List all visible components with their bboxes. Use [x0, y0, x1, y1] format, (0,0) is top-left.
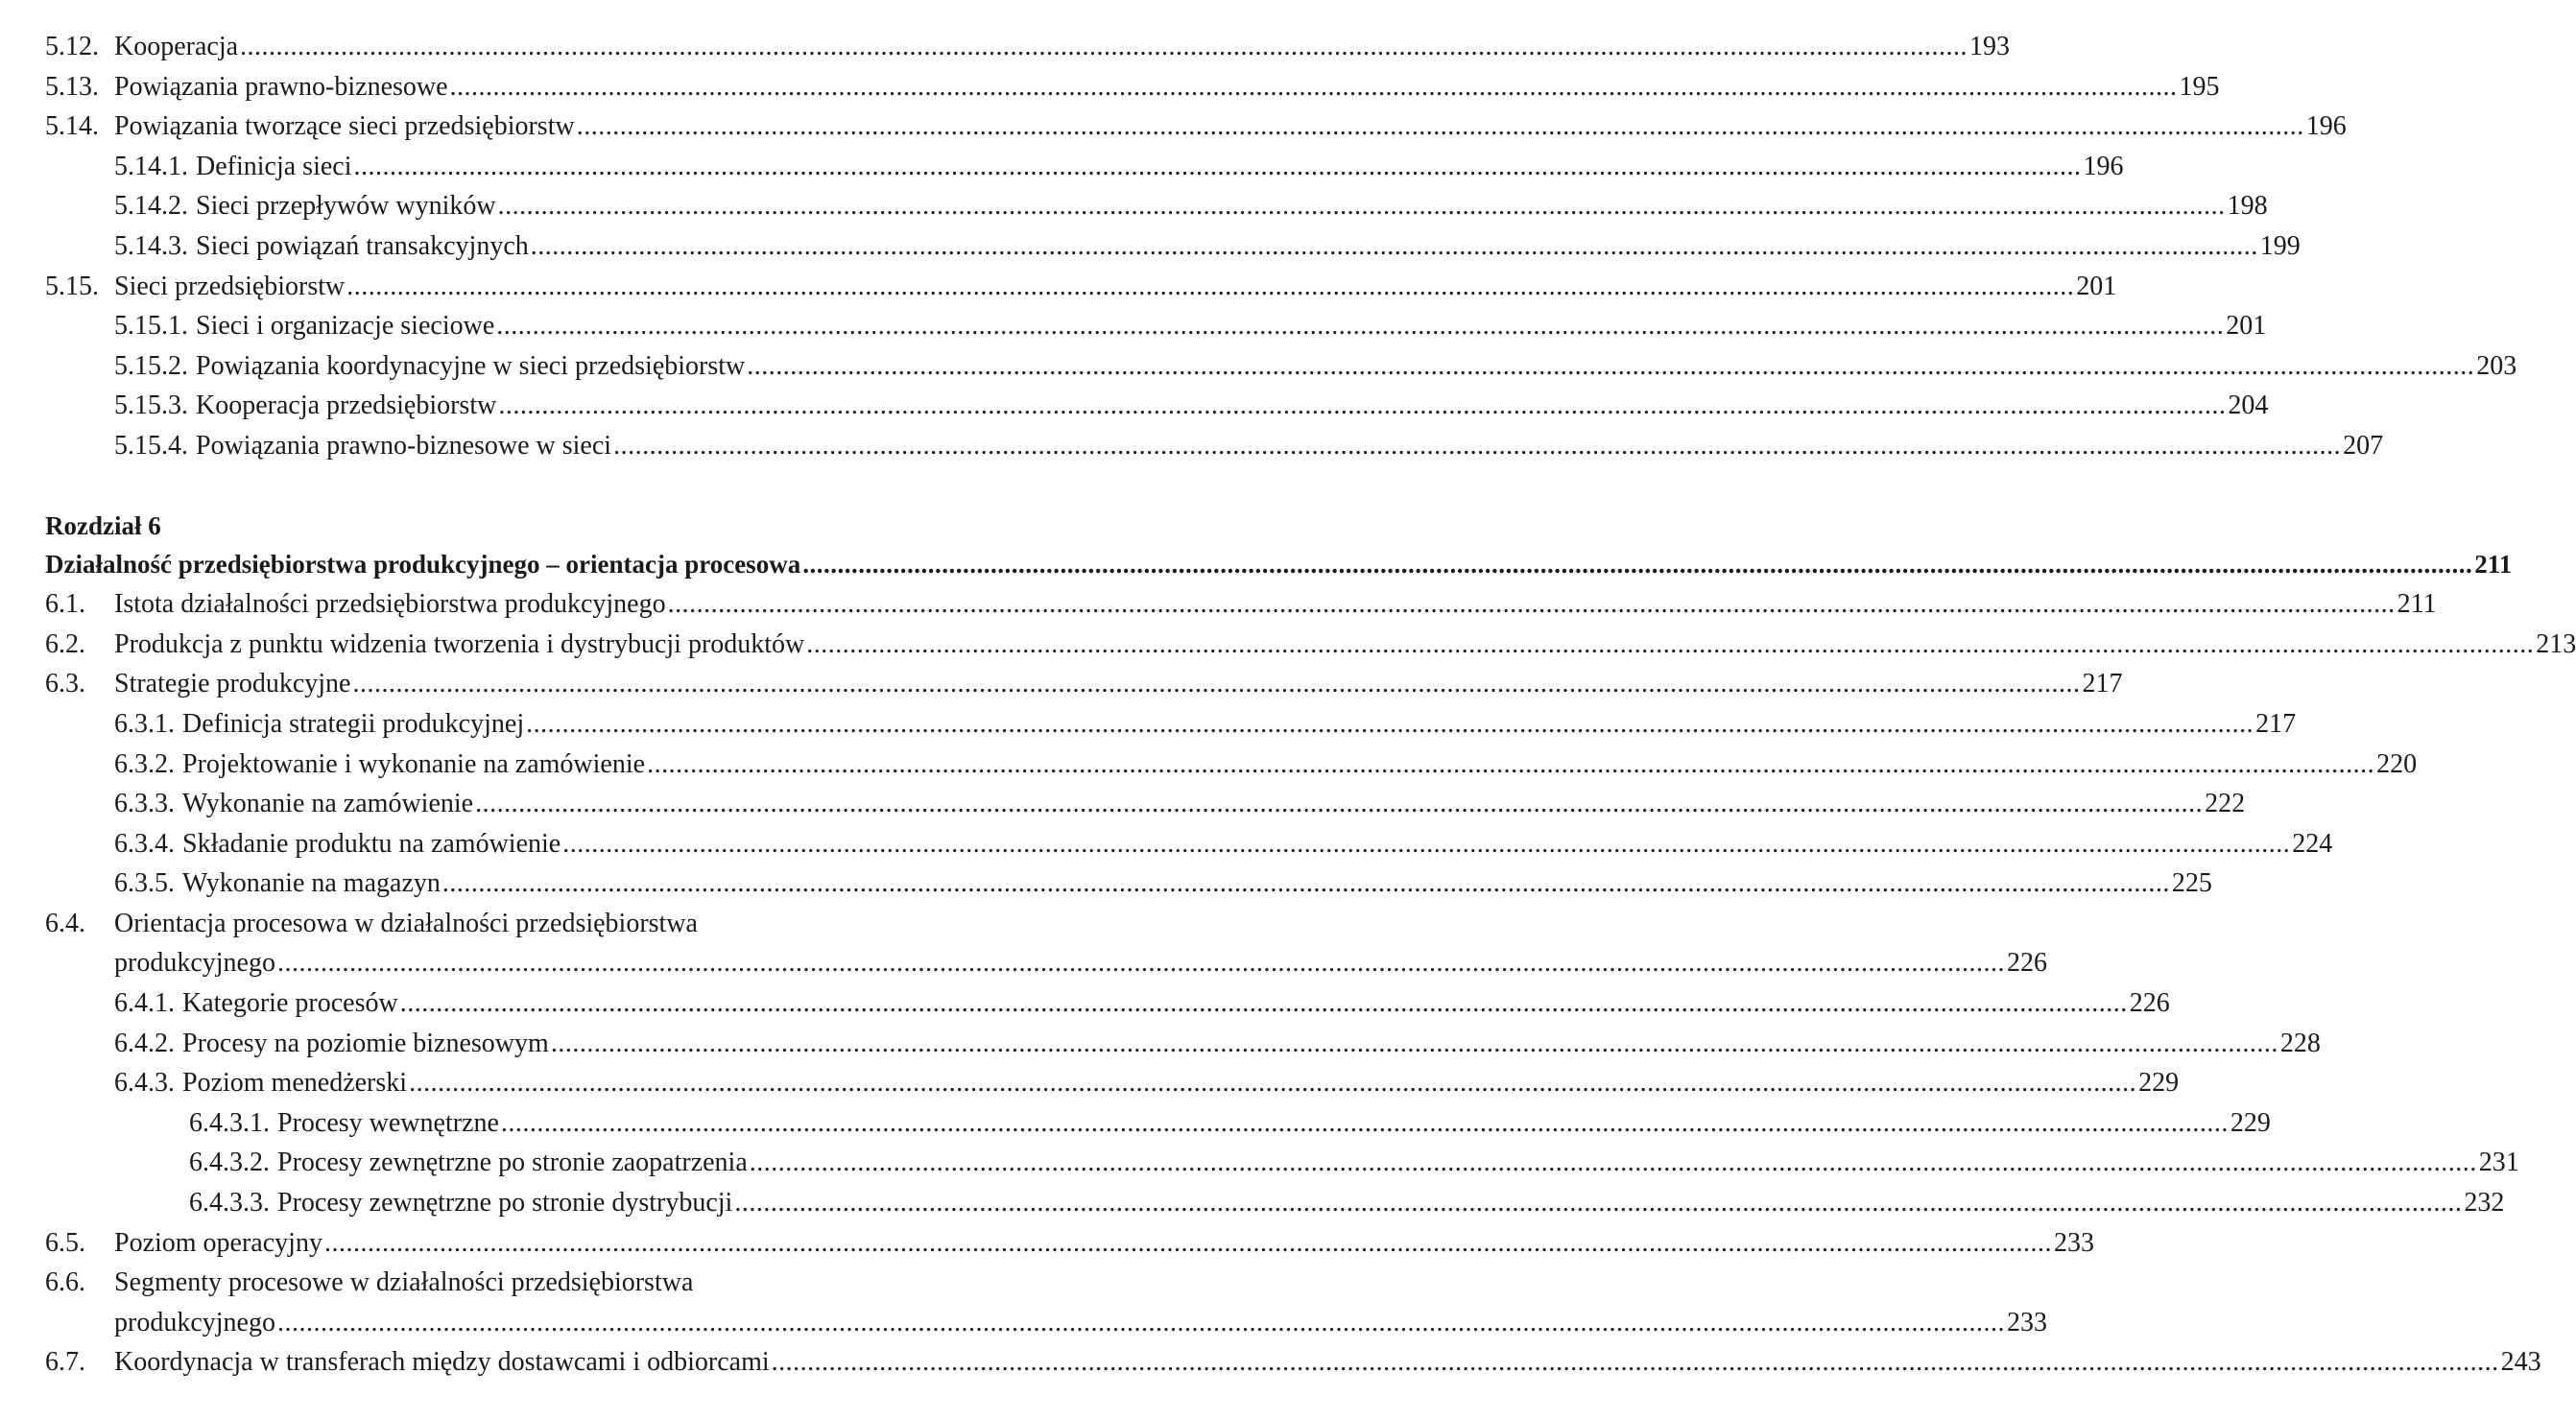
dot-leader: [450, 67, 2178, 107]
dot-leader: [772, 1342, 2499, 1383]
toc-entry-number: 6.3.2.: [114, 748, 175, 779]
toc-entry[interactable]: [45, 346, 2517, 387]
toc-entry[interactable]: [45, 386, 2269, 426]
toc-entry-page-number: 201: [2226, 311, 2267, 342]
toc-entry[interactable]: [45, 664, 2123, 704]
dot-leader: [747, 346, 2474, 387]
toc-entry[interactable]: [45, 983, 2170, 1024]
toc-entry-number: 6.3.5.: [114, 868, 175, 899]
toc-entry-page-number: 201: [2076, 271, 2117, 301]
toc-entry-title: Powiązania koordynacyjne w sieci przedsiębiorstw: [196, 350, 746, 381]
toc-entry-title: Sieci przepływów wyników: [196, 191, 496, 222]
dot-leader: [475, 784, 2203, 824]
toc-entry-title: Poziom operacyjny: [114, 1227, 322, 1258]
toc-entry-title: Składanie produktu na zamówienie: [182, 828, 561, 859]
toc-entry-number: 6.2.: [45, 628, 85, 659]
dot-leader: [324, 1223, 2052, 1264]
toc-entry-number: 6.4.3.3.: [189, 1188, 270, 1219]
dot-leader: [802, 545, 2472, 585]
toc-entry-number: 6.7.: [45, 1347, 85, 1378]
toc-entry[interactable]: [45, 1183, 2505, 1223]
toc-entry-number: 6.3.3.: [114, 789, 175, 819]
toc-entry-title: Orientacja procesowa w działalności przedsiębiorstwa: [114, 908, 698, 938]
toc-entry-number: 5.15.4.: [114, 430, 188, 461]
dot-leader: [346, 267, 2074, 307]
toc-entry-number: 5.15.3.: [114, 390, 188, 421]
dot-leader: [277, 943, 2005, 983]
toc-entry-number: 5.15.2.: [114, 350, 188, 381]
toc-entry-number: 5.14.3.: [114, 230, 188, 261]
toc-entry-page-number: 222: [2205, 789, 2246, 819]
toc-entry[interactable]: [45, 745, 2418, 785]
toc-entry-number: 5.12.: [45, 32, 99, 61]
toc-entry-title: Kategorie procesów: [182, 988, 398, 1019]
toc-entry[interactable]: [45, 1103, 2271, 1144]
dot-leader: [442, 864, 2170, 904]
toc-entry-page-number: 196: [2083, 151, 2124, 181]
toc-entry-title: Kooperacja: [114, 32, 239, 61]
toc-entry-page-number: 211: [2397, 589, 2437, 620]
toc-entry-page-number: 217: [2255, 708, 2297, 739]
toc-entry-title: Poziom menedżerski: [182, 1068, 408, 1099]
toc-entry-number: 6.4.3.: [114, 1068, 175, 1099]
toc-entry[interactable]: [45, 426, 2384, 466]
dot-leader: [734, 1183, 2462, 1223]
toc-entry-number: 5.14.1.: [114, 151, 188, 181]
toc-entry[interactable]: [45, 1063, 2180, 1103]
toc-entry-number: 6.4.1.: [114, 988, 175, 1019]
toc-entry-title: Segmenty procesowe w działalności przedsiębiorstwa: [114, 1267, 694, 1298]
toc-entry-page-number: 213: [2536, 628, 2576, 659]
toc-entry-page-number: 229: [2138, 1068, 2180, 1099]
dot-leader: [750, 1143, 2477, 1183]
toc-entry-number: 6.4.3.1.: [189, 1107, 270, 1138]
toc-entry-title: Sieci i organizacje sieciowe: [196, 311, 495, 342]
toc-entry[interactable]: [45, 864, 2212, 904]
dot-leader: [240, 27, 1968, 67]
toc-entry-title: Wykonanie na zamówienie: [182, 789, 474, 819]
chapter-label: Rozdział 6: [45, 510, 161, 540]
toc-entry-page-number: 196: [2305, 111, 2347, 142]
toc-entry-title: Produkcja z punktu widzenia tworzenia i dystrybucji produktów: [114, 628, 805, 659]
toc-entry[interactable]: [45, 784, 2246, 824]
toc-entry-title: Procesy na poziomie biznesowym: [182, 1028, 549, 1058]
toc-entry-number: 5.13.: [45, 71, 99, 102]
toc-entry-page-number: 226: [2129, 988, 2170, 1019]
dot-leader: [647, 745, 2374, 785]
toc-entry-title: Procesy zewnętrzne po stronie dystrybucji: [277, 1188, 733, 1219]
toc-entry-title: Powiązania prawno-biznesowe: [114, 71, 448, 102]
toc-entry-page-number: 231: [2478, 1148, 2519, 1178]
toc-entry-number: 6.6.: [45, 1267, 85, 1298]
toc-entry-number: 6.5.: [45, 1227, 85, 1258]
toc-entry-title: Definicja sieci: [196, 151, 352, 181]
toc-entry-title: Powiązania prawno-biznesowe w sieci: [196, 430, 612, 461]
toc-entry[interactable]: [45, 1223, 2094, 1264]
dot-leader: [531, 226, 2258, 267]
toc-entry-title-continuation: produkcyjnego: [114, 948, 275, 979]
dot-leader: [526, 704, 2254, 745]
toc-entry-number: 6.4.3.2.: [189, 1148, 270, 1178]
section-6-list: [45, 584, 2576, 1383]
toc-entry-page-number: 198: [2227, 191, 2268, 222]
toc-entry-number: 6.3.4.: [114, 828, 175, 859]
dot-leader: [409, 1063, 2136, 1103]
section-5-list: [45, 27, 2517, 466]
dot-leader: [353, 147, 2081, 187]
dot-leader: [498, 386, 2226, 426]
toc-entry-page-number: 220: [2376, 748, 2418, 779]
toc-entry-number: 6.3.1.: [114, 708, 175, 739]
toc-entry-title: Kooperacja przedsiębiorstw: [196, 390, 497, 421]
toc-entry[interactable]: [45, 824, 2333, 864]
toc-entry[interactable]: [45, 625, 2576, 665]
toc-entry-page-number: 204: [2228, 390, 2269, 421]
dot-leader: [806, 625, 2534, 665]
dot-leader: [277, 1303, 2005, 1343]
toc-entry-number: 6.3.: [45, 669, 85, 699]
toc-entry-page-number: 224: [2292, 828, 2333, 859]
toc-entry-title: Projektowanie i wykonanie na zamówienie: [182, 748, 646, 779]
dot-leader: [668, 584, 2396, 625]
toc-entry[interactable]: [45, 267, 2117, 307]
toc-entry[interactable]: [45, 1342, 2541, 1383]
toc-entry-number: 5.15.1.: [114, 311, 188, 342]
toc-entry-page-number: 243: [2500, 1347, 2541, 1378]
dot-leader: [551, 1024, 2278, 1064]
section-gap: [45, 466, 984, 507]
toc-entry[interactable]: [45, 186, 2268, 226]
toc-entry-number: 6.1.: [45, 589, 85, 620]
toc-entry-title: Procesy zewnętrzne po stronie zaopatrzenia: [277, 1148, 748, 1178]
toc-entry-number: 6.4.2.: [114, 1028, 175, 1058]
toc-entry-number: 5.15.: [45, 271, 99, 301]
toc-entry-page-number: 233: [2006, 1307, 2047, 1337]
toc-entry[interactable]: [45, 1143, 2519, 1183]
chapter-title: Działalność przedsiębiorstwa produkcyjnego – orientacja procesowa: [45, 549, 801, 579]
table-of-contents: [45, 27, 2576, 1383]
toc-entry[interactable]: [45, 1024, 2321, 1064]
toc-entry[interactable]: [45, 226, 2301, 267]
toc-entry-title-continuation: produkcyjnego: [114, 1307, 275, 1337]
toc-entry-title: Istota działalności przedsiębiorstwa produkcyjnego: [114, 589, 666, 620]
toc-entry-page-number: 232: [2464, 1188, 2505, 1219]
toc-entry-title: Sieci powiązań transakcyjnych: [196, 230, 529, 261]
toc-entry-page-number: 225: [2171, 868, 2212, 899]
toc-entry-page-number: 226: [2006, 948, 2047, 979]
dot-leader: [577, 106, 2304, 147]
toc-entry-page-number: 203: [2476, 350, 2517, 381]
chapter-page-number: 211: [2474, 549, 2513, 579]
toc-entry-title: Sieci przedsiębiorstw: [114, 271, 346, 301]
toc-entry[interactable]: [45, 27, 2011, 67]
dot-leader: [562, 824, 2290, 864]
toc-entry-page-number: 193: [1969, 32, 2011, 61]
toc-entry-page-number: 229: [2230, 1107, 2271, 1138]
dot-leader: [352, 664, 2080, 704]
toc-entry-page-number: 233: [2053, 1227, 2094, 1258]
toc-entry-continuation[interactable]: [45, 943, 2047, 983]
toc-entry-continuation[interactable]: [45, 1303, 2047, 1343]
chapter-title-row[interactable]: [45, 545, 2513, 585]
dot-leader: [496, 306, 2224, 346]
dot-leader: [613, 426, 2341, 466]
toc-entry-page-number: 195: [2179, 71, 2220, 102]
toc-entry[interactable]: [45, 704, 2297, 745]
toc-entry-number: 5.14.2.: [114, 191, 188, 222]
toc-entry[interactable]: [45, 147, 2124, 187]
toc-entry-page-number: 207: [2343, 430, 2384, 461]
toc-entry-title: Definicja strategii produkcyjnej: [182, 708, 525, 739]
toc-entry-title: Procesy wewnętrzne: [277, 1107, 499, 1138]
toc-entry-title: Powiązania tworzące sieci przedsiębiorstw: [114, 111, 575, 142]
toc-entry-number: 5.14.: [45, 111, 99, 142]
toc-entry-title: Wykonanie na magazyn: [182, 868, 441, 899]
dot-leader: [400, 983, 2128, 1024]
toc-entry-page-number: 228: [2279, 1028, 2321, 1058]
toc-entry[interactable]: [45, 67, 2220, 107]
dot-leader: [498, 186, 2226, 226]
toc-entry[interactable]: [45, 584, 2437, 625]
toc-entry[interactable]: [45, 106, 2347, 147]
toc-entry-page-number: 217: [2082, 669, 2123, 699]
toc-entry-page-number: 199: [2259, 230, 2301, 261]
toc-entry-number: 6.4.: [45, 908, 85, 938]
toc-entry-first-line[interactable]: [45, 1263, 984, 1303]
toc-entry-title: Koordynacja w transferach między dostawcami i odbiorcami: [114, 1347, 770, 1378]
dot-leader: [501, 1103, 2229, 1144]
toc-entry-first-line[interactable]: [45, 904, 984, 944]
toc-entry[interactable]: [45, 306, 2267, 346]
toc-entry-title: Strategie produkcyjne: [114, 669, 351, 699]
